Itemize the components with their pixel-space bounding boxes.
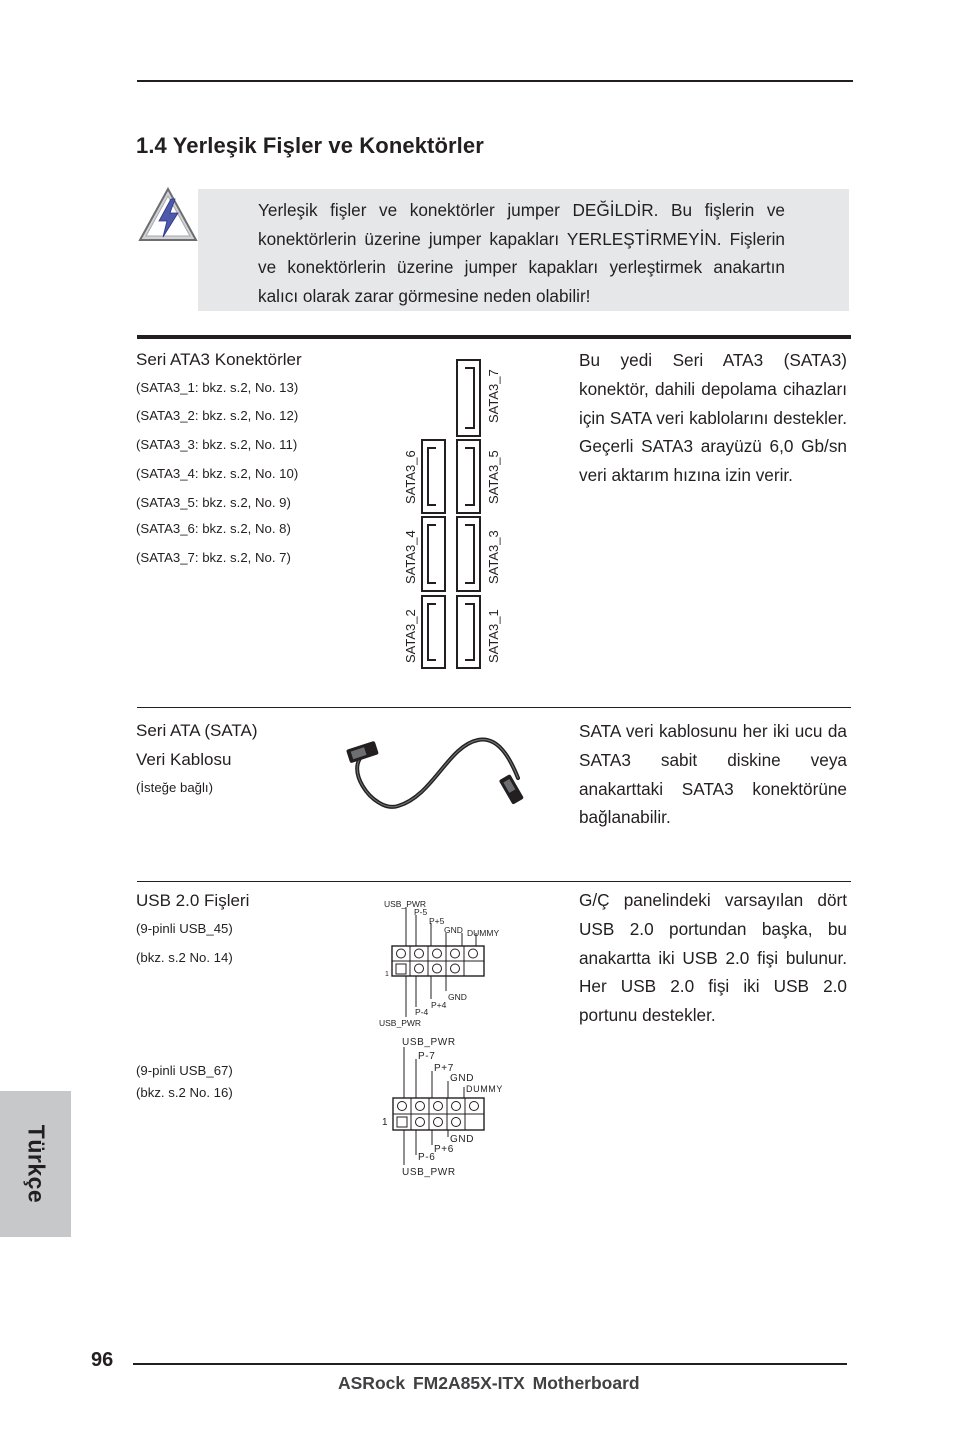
section-divider xyxy=(137,335,851,339)
usb-description: G/Ç panelindeki varsayılan dört USB 2.0 portundan başka, bu anakartta iki USB 2.0 fişi bulunur. Her USB 2.0 fişi iki USB 2.0 portunu destekler. xyxy=(579,890,847,1026)
usb1-dummy: DUMMY xyxy=(467,928,500,938)
usb1-pin1: 1 xyxy=(385,971,389,978)
sata3-2-connector xyxy=(422,596,445,668)
sata3-5-label: SATA3_5 xyxy=(486,450,501,504)
usb1-p5p: P+5 xyxy=(429,916,445,926)
sata3-3-connector xyxy=(457,517,480,591)
sata3-6-connector xyxy=(422,440,445,513)
usb-h1-ref: (bkz. s.2 No. 14) xyxy=(136,950,233,965)
sata-cable-title-1: Seri ATA (SATA) xyxy=(136,721,258,740)
page-number: 96 xyxy=(91,1349,114,1371)
footer-product: ASRock FM2A85X-ITX Motherboard xyxy=(338,1373,640,1393)
sata3-connector-diagram xyxy=(395,355,515,675)
usb2-pin1: 1 xyxy=(382,1117,389,1128)
usb2-pwr-top: USB_PWR xyxy=(402,1037,456,1048)
sata3-ref-5: (SATA3_5: bkz. s.2, No. 9) xyxy=(136,495,291,510)
sata3-title: Seri ATA3 Konektörler xyxy=(136,350,302,369)
usb-header-diagram-2 xyxy=(378,1033,518,1178)
notice-text: Yerleşik fişler ve konektörler jumper DEĞİLDİR. Bu fişlerin ve konektörlerin üzerine jumper kapakları YERLEŞTİRMEYİN. Fişlerin ve konektörlerin üzerine jumper kapakları yerleştirmek anakartın kalıcı olarak zarar görmesine neden olabilir! xyxy=(258,200,785,306)
usb1-gnd-bot: GND xyxy=(448,992,467,1002)
sata3-5-connector xyxy=(457,440,480,513)
sata3-3-label: SATA3_3 xyxy=(486,530,501,584)
sata3-ref-4: (SATA3_4: bkz. s.2, No. 10) xyxy=(136,466,299,481)
top-rule xyxy=(137,80,853,82)
sata-cable-optional: (İsteğe bağlı) xyxy=(136,780,213,795)
usb1-p4p: P+4 xyxy=(431,1000,447,1010)
divider-usb xyxy=(137,881,851,882)
sata-cable-image xyxy=(338,718,538,818)
usb-title: USB 2.0 Fişleri xyxy=(136,891,250,910)
usb2-p7p: P+7 xyxy=(434,1063,454,1074)
usb1-pwr-top: USB_PWR xyxy=(384,899,427,909)
section-title: 1.4 Yerleşik Fişler ve Konektörler xyxy=(136,133,484,158)
language-side-tab xyxy=(0,1091,71,1237)
footer-rule xyxy=(133,1363,847,1365)
usb-h1-pins: (9-pinli USB_45) xyxy=(136,921,233,936)
sata3-ref-3: (SATA3_3: bkz. s.2, No. 11) xyxy=(136,437,298,452)
sata3-4-label: SATA3_4 xyxy=(403,530,418,584)
usb-h2-pins: (9-pinli USB_67) xyxy=(136,1063,233,1078)
sata3-ref-2: (SATA3_2: bkz. s.2, No. 12) xyxy=(136,408,299,423)
warning-lightning-icon xyxy=(137,184,201,246)
sata3-1-connector xyxy=(457,596,480,668)
usb2-gnd-bot: GND xyxy=(450,1134,475,1145)
sata3-7-label: SATA3_7 xyxy=(486,369,501,423)
sata3-2-label: SATA3_2 xyxy=(403,609,418,663)
usb2-dummy: DUMMY xyxy=(466,1084,503,1094)
usb1-gnd-top: GND xyxy=(444,925,463,935)
usb-h2-ref: (bkz. s.2 No. 16) xyxy=(136,1085,233,1100)
usb2-p6: P-6 xyxy=(418,1152,436,1163)
sata-cable-description: SATA veri kablosunu her iki ucu da SATA3 sabit diskine veya anakarttaki SATA3 konektörüne bağlanabilir. xyxy=(579,721,847,828)
sata-cable-title-2: Veri Kablosu xyxy=(136,750,232,769)
usb1-p5: P-5 xyxy=(414,907,428,917)
sata3-ref-7: (SATA3_7: bkz. s.2, No. 7) xyxy=(136,550,291,565)
divider-cable xyxy=(137,707,851,708)
sata3-ref-6: (SATA3_6: bkz. s.2, No. 8) xyxy=(136,521,291,536)
sata3-description: Bu yedi Seri ATA3 (SATA3) konektör, dahili depolama cihazları için SATA veri kablolarını destekler. Geçerli SATA3 arayüzü 6,0 Gb/sn veri aktarım hızına izin verir. xyxy=(579,350,847,486)
usb-header-diagram-1 xyxy=(376,895,516,1030)
usb2-p6p: P+6 xyxy=(434,1144,454,1155)
usb2-gnd-top: GND xyxy=(450,1073,475,1084)
language-side-tab-label: Türkçe xyxy=(23,1124,49,1204)
usb1-p4: P-4 xyxy=(415,1007,429,1017)
sata3-4-connector xyxy=(422,517,445,591)
sata3-ref-1: (SATA3_1: bkz. s.2, No. 13) xyxy=(136,380,299,395)
usb2-pwr-bot: USB_PWR xyxy=(402,1167,456,1178)
usb1-pwr-bot: USB_PWR xyxy=(379,1018,422,1028)
usb2-p7: P-7 xyxy=(418,1051,436,1062)
sata3-6-label: SATA3_6 xyxy=(403,450,418,504)
sata3-7-connector xyxy=(457,360,480,436)
sata3-1-label: SATA3_1 xyxy=(486,609,501,663)
